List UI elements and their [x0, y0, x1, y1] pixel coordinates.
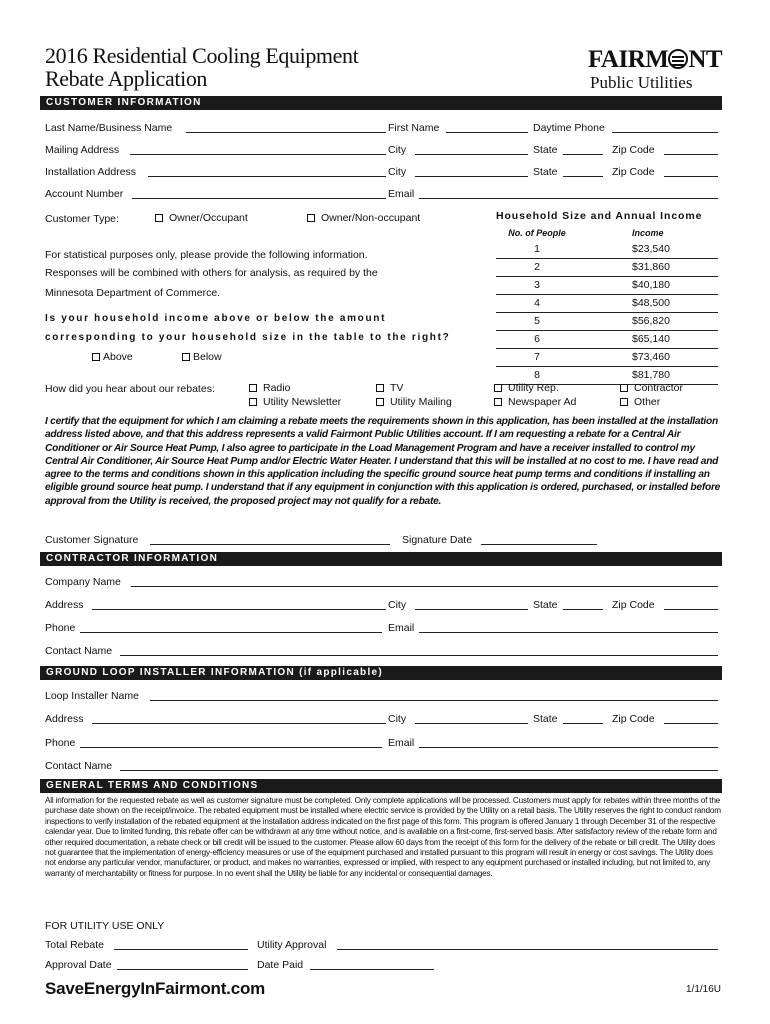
utility-use-heading: FOR UTILITY USE ONLY	[45, 920, 165, 932]
terms-text: All information for the requested rebate as well as customer signature must be completed. Only complete applications will be processed. Customers must apply for rebates within three months of the purchase date shown on the receipt/invoice. The rebated equipment must be installed where electric service is provided by the Utility on a retail basis. The Utility reserves the right to conduct random inspections to verify installation of the rebated equipment at the installation address indicated on the first page of this form. This program is offered January 1 through December 31 of the respective calendar year. Due to limited funding, this rebate offer can be withdrawn at any time without notice, and is available on a first-come, first-served basis. After satisfactory review of the rebate form and other required documentation, a rebate check or bill credit will be issued to the customer. Please allow 60 days from the receipt of this form for the delivery of the rebate or bill credit. The Utility does not guarantee that the implementation of energy-efficiency measures or use of the equipment purchased and installed pursuant to this program will result in energy or cost savings. The Utility does not endorse any particular vendor, manufacturer, or product, and makes no warranties, expressed or implied, with respect to any equipment purchased or installed including, but not limited to, any warranty of merchantability or fitness for purpose. In no event shall the Utility be liable for any incidental or consequential damages.	[45, 796, 721, 878]
above-option[interactable]	[92, 351, 133, 363]
date-paid-field[interactable]	[310, 969, 434, 970]
income-cell: $23,540	[632, 243, 670, 255]
household-size-cell: 3	[534, 279, 540, 291]
above-label: Above	[103, 351, 133, 363]
income-cell: $73,460	[632, 351, 670, 363]
income-question-line-2: corresponding to your household size in the table to the right?	[45, 332, 451, 343]
people-column-header: No. of People	[508, 228, 566, 238]
below-option[interactable]	[182, 351, 222, 363]
utility-rep-option[interactable]	[494, 382, 559, 394]
utility-mailing-checkbox[interactable]	[376, 398, 384, 406]
contractor-city-field[interactable]	[415, 609, 528, 610]
section-customer-information: CUSTOMER INFORMATION	[40, 96, 722, 110]
income-cell: $40,180	[632, 279, 670, 291]
income-table-row	[496, 313, 718, 331]
contractor-contact-name-field[interactable]	[120, 655, 718, 656]
first-name-label: First Name	[388, 122, 440, 134]
loop-city-field[interactable]	[415, 723, 528, 724]
installation-address-field[interactable]	[148, 176, 386, 177]
other-source-label: Other	[634, 396, 661, 408]
income-table-header	[496, 228, 718, 241]
household-size-cell: 8	[534, 369, 540, 381]
mailing-address-label: Mailing Address	[45, 144, 120, 156]
below-checkbox[interactable]	[182, 353, 190, 361]
owner-occupant-label: Owner/Occupant	[169, 212, 248, 224]
income-table-title: Household Size and Annual Income	[496, 210, 703, 222]
utility-newsletter-option[interactable]	[249, 396, 341, 408]
contractor-zip-label: Zip Code	[612, 599, 655, 611]
utility-approval-field[interactable]	[337, 949, 718, 950]
footer-website: SaveEnergyInFairmont.com	[45, 979, 266, 998]
contractor-state-label: State	[533, 599, 558, 611]
loop-state-label: State	[533, 713, 558, 725]
income-table-row	[496, 349, 718, 367]
approval-date-label: Approval Date	[45, 959, 112, 971]
utility-mailing-option[interactable]	[376, 396, 452, 408]
contractor-address-field[interactable]	[92, 609, 386, 610]
installation-state-field[interactable]	[563, 176, 603, 177]
loop-phone-field[interactable]	[80, 747, 382, 748]
owner-non-occupant-option[interactable]	[307, 212, 420, 224]
loop-zip-field[interactable]	[664, 723, 718, 724]
total-rebate-field[interactable]	[114, 949, 248, 950]
loop-contact-name-label: Contact Name	[45, 760, 113, 772]
tv-checkbox[interactable]	[376, 384, 384, 392]
hear-about-label: How did you hear about our rebates:	[45, 383, 215, 395]
account-number-label: Account Number	[45, 188, 124, 200]
mailing-zip-label: Zip Code	[612, 144, 655, 156]
income-cell: $81,780	[632, 369, 670, 381]
income-table-row	[496, 331, 718, 349]
income-cell: $31,860	[632, 261, 670, 273]
below-label: Below	[193, 351, 222, 363]
utility-approval-label: Utility Approval	[257, 939, 327, 951]
mailing-state-field[interactable]	[563, 154, 603, 155]
last-name-field[interactable]	[186, 132, 386, 133]
newspaper-ad-label: Newspaper Ad	[508, 396, 577, 408]
income-table-row	[496, 241, 718, 259]
utility-rep-checkbox[interactable]	[494, 384, 502, 392]
income-cell: $65,140	[632, 333, 670, 345]
installation-zip-label: Zip Code	[612, 166, 655, 178]
income-column-header: Income	[632, 228, 664, 238]
loop-installer-name-field[interactable]	[150, 700, 718, 701]
loop-phone-label: Phone	[45, 737, 76, 749]
customer-signature-field[interactable]	[150, 544, 390, 545]
utility-newsletter-label: Utility Newsletter	[263, 396, 342, 408]
title-line-1: 2016 Residential Cooling Equipment	[45, 43, 359, 68]
footer-form-code: 1/1/16U	[686, 984, 722, 995]
household-size-cell: 6	[534, 333, 540, 345]
customer-signature-label: Customer Signature	[45, 534, 139, 546]
loop-state-field[interactable]	[563, 723, 603, 724]
utility-mailing-label: Utility Mailing	[390, 396, 452, 408]
income-question-line-1: Is your household income above or below the amount	[45, 313, 387, 324]
installation-zip-field[interactable]	[664, 176, 718, 177]
mailing-zip-field[interactable]	[664, 154, 718, 155]
loop-contact-name-field[interactable]	[120, 770, 718, 771]
household-size-cell: 5	[534, 315, 540, 327]
contractor-source-label: Contractor	[634, 382, 684, 394]
loop-email-field[interactable]	[419, 747, 718, 748]
installation-address-label: Installation Address	[45, 166, 137, 178]
certification-statement: I certify that the equipment for which I am claiming a rebate meets the requirements shown in this application, has been installed at the installation address listed above, and that this address represents a valid Fairmont Public Utilities account. If I am requesting a rebate for a Central Air Conditioner or Air Source Heat Pump, I also agree to participate in the Load Management Program and have a receiver installed to control my Central Air Conditioner, Air Source Heat Pump and/or Electric Water Heater. I understand that this will be installed at no cost to me. I have read and agree to the terms and conditions shown in this application including the specific ground source heat pump terms and conditions if installing an eligible ground source heat pump. I understand that if any equipment in conjunction with this application is ordered, purchased, or installed before approval from the Utility is received, the proposed project may not qualify for a rebate.	[45, 416, 721, 507]
date-paid-label: Date Paid	[257, 959, 304, 971]
income-cell: $56,820	[632, 315, 670, 327]
contractor-city-label: City	[388, 599, 407, 611]
loop-address-field[interactable]	[92, 723, 386, 724]
customer-email-label: Email	[388, 188, 415, 200]
owner-occupant-option[interactable]	[155, 212, 248, 224]
loop-address-label: Address	[45, 713, 84, 725]
daytime-phone-label: Daytime Phone	[533, 122, 605, 134]
fairmont-logo	[588, 47, 722, 73]
signature-date-label: Signature Date	[402, 534, 473, 546]
daytime-phone-field[interactable]	[612, 132, 718, 133]
household-size-cell: 7	[534, 351, 540, 363]
loop-installer-name-label: Loop Installer Name	[45, 690, 139, 702]
radio-label: Radio	[263, 382, 291, 394]
mailing-city-label: City	[388, 144, 407, 156]
household-size-cell: 4	[534, 297, 540, 309]
other-source-option[interactable]	[620, 396, 660, 408]
income-table-row	[496, 295, 718, 313]
income-table-row	[496, 259, 718, 277]
household-size-cell: 2	[534, 261, 540, 273]
utility-newsletter-checkbox[interactable]	[249, 398, 257, 406]
owner-occupant-checkbox[interactable]	[155, 214, 163, 222]
mailing-state-label: State	[533, 144, 558, 156]
last-name-label: Last Name/Business Name	[45, 122, 173, 134]
installation-city-field[interactable]	[415, 176, 528, 177]
approval-date-field[interactable]	[117, 969, 248, 970]
mailing-city-field[interactable]	[415, 154, 528, 155]
contractor-email-field[interactable]	[419, 632, 718, 633]
utility-rep-label: Utility Rep.	[508, 382, 559, 394]
owner-non-occupant-checkbox[interactable]	[307, 214, 315, 222]
customer-type-label: Customer Type:	[45, 213, 119, 225]
contractor-contact-name-label: Contact Name	[45, 645, 113, 657]
loop-email-label: Email	[388, 737, 415, 749]
first-name-field[interactable]	[446, 132, 528, 133]
mailing-address-field[interactable]	[130, 154, 386, 155]
section-ground-loop-installer: GROUND LOOP INSTALLER INFORMATION (if applicable)	[40, 666, 722, 680]
household-size-cell: 1	[534, 243, 540, 255]
loop-zip-label: Zip Code	[612, 713, 655, 725]
contractor-source-option[interactable]	[620, 382, 683, 394]
contractor-phone-label: Phone	[45, 622, 76, 634]
logo-subtitle: Public Utilities	[590, 73, 693, 92]
company-name-label: Company Name	[45, 576, 121, 588]
contractor-zip-field[interactable]	[664, 609, 718, 610]
statistical-note-line-3: Minnesota Department of Commerce.	[45, 287, 221, 299]
radio-option[interactable]	[249, 382, 290, 394]
radio-checkbox[interactable]	[249, 384, 257, 392]
contractor-phone-field[interactable]	[80, 632, 382, 633]
logo-text-left: FAIRM	[588, 46, 669, 73]
loop-city-label: City	[388, 713, 407, 725]
account-number-field[interactable]	[132, 198, 386, 199]
contractor-state-field[interactable]	[563, 609, 603, 610]
contractor-email-label: Email	[388, 622, 415, 634]
section-general-terms: GENERAL TERMS AND CONDITIONS	[40, 779, 722, 793]
income-cell: $48,500	[632, 297, 670, 309]
section-contractor-information: CONTRACTOR INFORMATION	[40, 552, 722, 566]
customer-email-field[interactable]	[419, 198, 718, 199]
income-table-row	[496, 277, 718, 295]
title-line-2: Rebate Application	[45, 66, 208, 91]
other-source-checkbox[interactable]	[620, 398, 628, 406]
contractor-source-checkbox[interactable]	[620, 384, 628, 392]
total-rebate-label: Total Rebate	[45, 939, 104, 951]
page-title	[45, 44, 358, 90]
tv-option[interactable]	[376, 382, 403, 394]
income-table	[496, 228, 718, 385]
installation-city-label: City	[388, 166, 407, 178]
signature-date-field[interactable]	[481, 544, 597, 545]
newspaper-ad-checkbox[interactable]	[494, 398, 502, 406]
installation-state-label: State	[533, 166, 558, 178]
sun-globe-icon	[668, 49, 688, 69]
statistical-note-line-2: Responses will be combined with others for analysis, as required by the	[45, 267, 378, 279]
company-name-field[interactable]	[131, 586, 718, 587]
owner-non-occupant-label: Owner/Non-occupant	[321, 212, 421, 224]
statistical-note-line-1: For statistical purposes only, please provide the following information.	[45, 249, 368, 261]
contractor-address-label: Address	[45, 599, 84, 611]
above-checkbox[interactable]	[92, 353, 100, 361]
logo-text-right: NT	[688, 46, 723, 73]
tv-label: TV	[390, 382, 404, 394]
newspaper-ad-option[interactable]	[494, 396, 576, 408]
